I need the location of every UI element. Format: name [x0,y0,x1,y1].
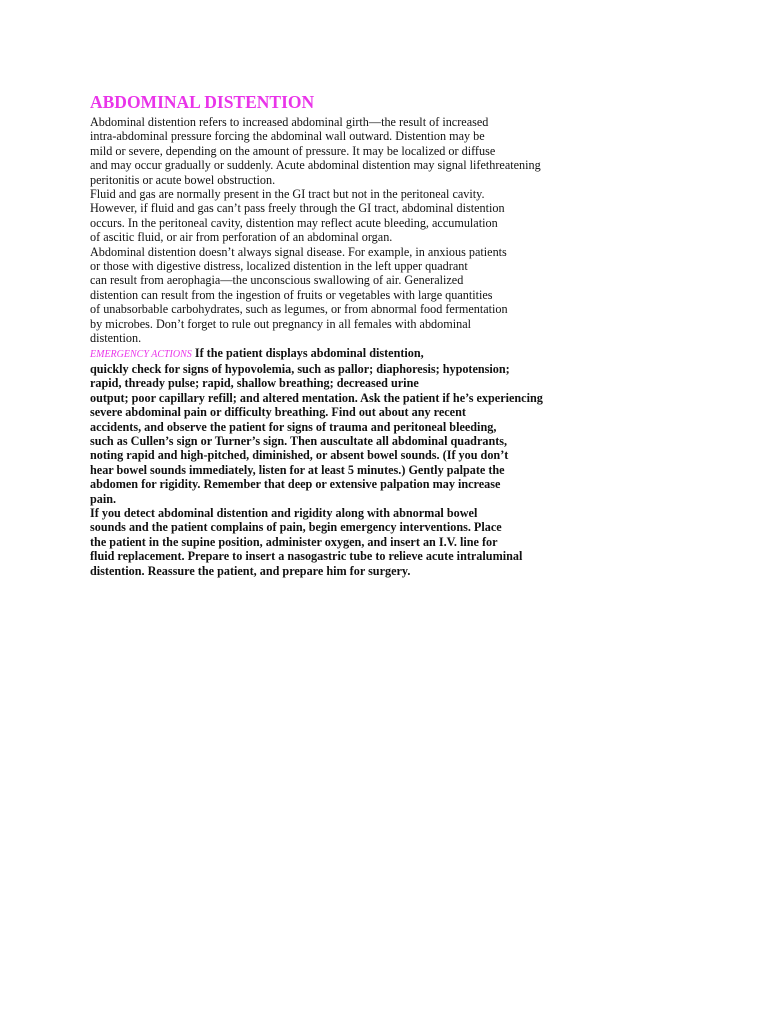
emergency-line: quickly check for signs of hypovolemia, such as pallor; diaphoresis; hypotension; [90,361,510,376]
emergency-first-line-text: If the patient displays abdominal distention, [191,345,424,360]
intro-line: Abdominal distention doesn’t always signal disease. For example, in anxious patients [90,244,507,259]
emergency-line: abdomen for rigidity. Remember that deep or extensive palpation may increase [90,477,501,492]
emergency-line: hear bowel sounds immediately, listen for at least 5 minutes.) Gently palpate the [90,462,505,477]
emergency-line: sounds and the patient complains of pain, begin emergency interventions. Place [90,520,502,535]
intro-line: or those with digestive distress, localized distention in the left upper quadrant [90,259,468,274]
intro-line: However, if fluid and gas can’t pass freely through the GI tract, abdominal distention [90,201,505,216]
emergency-first-line [90,346,550,362]
emergency-line: fluid replacement. Prepare to insert a nasogastric tube to relieve acute intraluminal [90,549,523,564]
emergency-line: such as Cullen’s sign or Turner’s sign. Then auscultate all abdominal quadrants, [90,433,508,448]
intro-line: intra-abdominal pressure forcing the abdominal wall outward. Distention may be [90,129,485,144]
intro-paragraphs [90,115,550,346]
document-page [90,92,550,578]
intro-line: distention can result from the ingestion of fruits or vegetables with large quantities [90,287,493,302]
emergency-section [90,346,550,579]
emergency-line: noting rapid and high-pitched, diminished, or absent bowel sounds. (If you don’t [90,448,509,463]
intro-line: distention. [90,331,142,346]
intro-line: of unabsorbable carbohydrates, such as legumes, or from abnormal food fermentation [90,302,508,317]
document-title: ABDOMINAL DISTENTION [90,92,315,112]
intro-line: and may occur gradually or suddenly. Acute abdominal distention may signal lifethreatening [90,158,541,173]
emergency-line: output; poor capillary refill; and altered mentation. Ask the patient if he’s experiencing [90,390,543,405]
emergency-line: pain. [90,491,117,506]
intro-line: occurs. In the peritoneal cavity, distention may reflect acute bleeding, accumulation [90,215,498,230]
intro-line: by microbes. Don’t forget to rule out pregnancy in all females with abdominal [90,316,471,331]
emergency-line: accidents, and observe the patient for signs of trauma and peritoneal bleeding, [90,419,497,434]
intro-line: mild or severe, depending on the amount of pressure. It may be localized or diffuse [90,143,496,158]
emergency-actions-label: EMERGENCY ACTIONS [90,348,192,360]
intro-line: Fluid and gas are normally present in the GI tract but not in the peritoneal cavity. [90,187,485,202]
emergency-paragraphs [90,362,550,578]
emergency-line: rapid, thready pulse; rapid, shallow breathing; decreased urine [90,376,419,391]
emergency-line: If you detect abdominal distention and rigidity along with abnormal bowel [90,505,478,520]
intro-line: Abdominal distention refers to increased abdominal girth—the result of increased [90,115,489,129]
intro-line: can result from aerophagia—the unconscious swallowing of air. Generalized [90,273,464,288]
emergency-line: the patient in the supine position, administer oxygen, and insert an I.V. line for [90,534,498,549]
intro-line: of ascitic fluid, or air from perforation of an abdominal organ. [90,230,393,245]
emergency-line: distention. Reassure the patient, and prepare him for surgery. [90,563,411,578]
emergency-line: severe abdominal pain or difficulty breathing. Find out about any recent [90,405,466,420]
intro-line: peritonitis or acute bowel obstruction. [90,172,276,187]
